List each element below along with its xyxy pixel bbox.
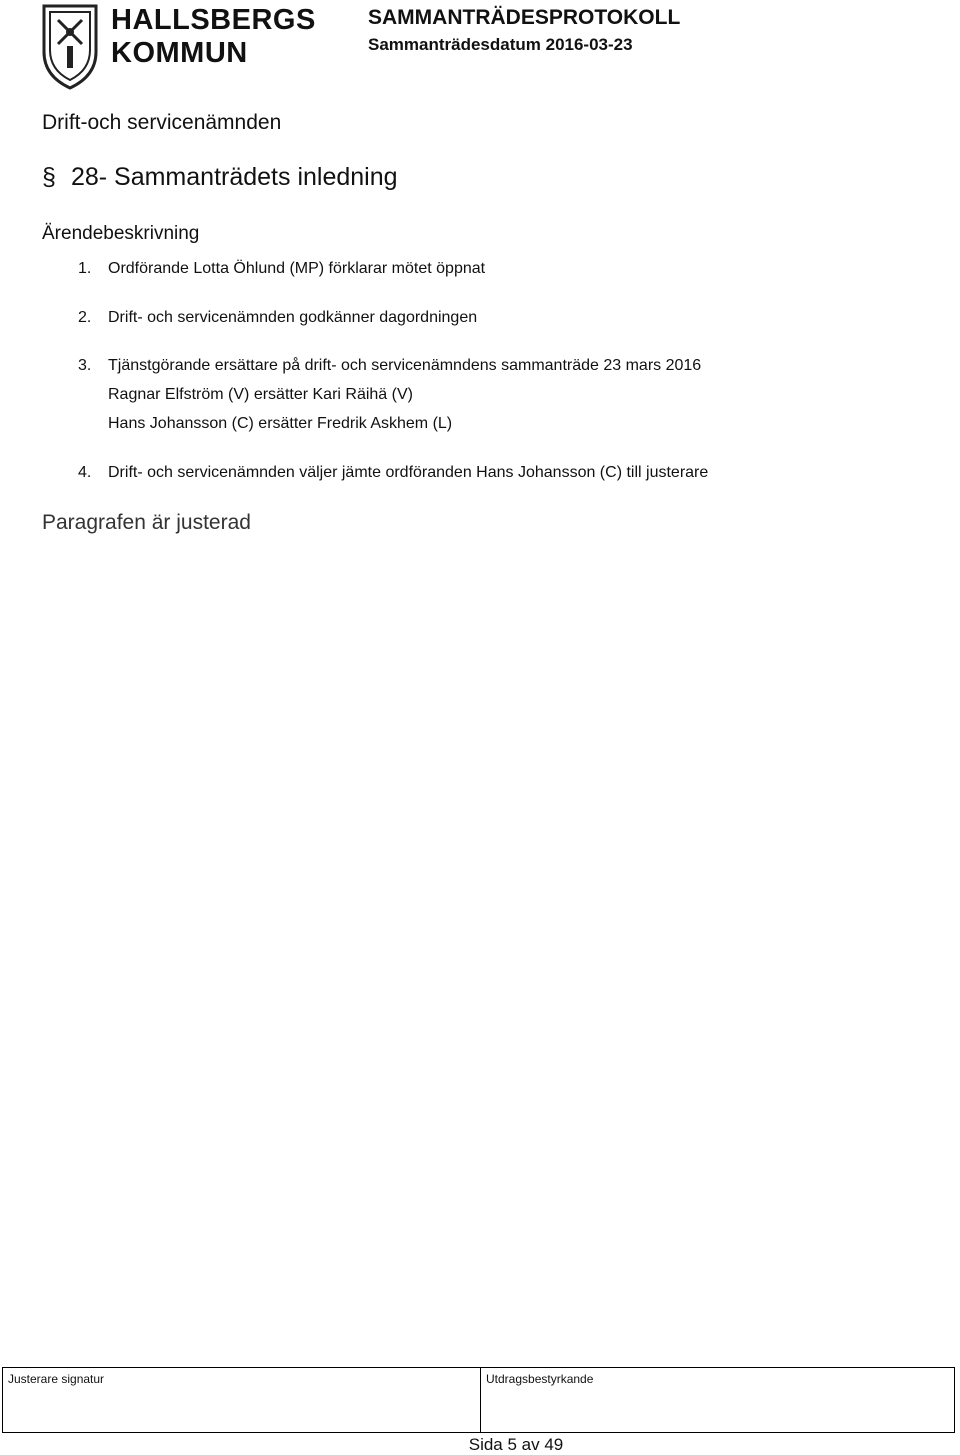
extract-cell: [481, 1368, 954, 1432]
list-item-number: 4.: [78, 464, 92, 481]
signature-cell: [3, 1368, 481, 1432]
list-item-text: Hans Johansson (C) ersätter Fredrik Askhem (L): [108, 415, 453, 432]
list-item-text: Drift- och servicenämnden godkänner dagordningen: [108, 309, 478, 326]
list-item-text: Ordförande Lotta Öhlund (MP) förklarar mötet öppnat: [108, 260, 486, 277]
municipality-crest-icon: [40, 2, 100, 90]
list-item-text: Ragnar Elfström (V) ersätter Kari Räihä (V): [108, 386, 413, 403]
section-symbol: §: [42, 163, 56, 191]
org-name-line1: HALLSBERGS: [111, 4, 316, 36]
list-item-number: 3.: [78, 357, 92, 374]
section-title: 28- Sammanträdets inledning: [70, 163, 398, 191]
org-name-line2: KOMMUN: [111, 37, 248, 69]
footer-signature-table: [2, 1367, 955, 1433]
section-heading: [42, 163, 398, 192]
meeting-date: Sammanträdesdatum 2016-03-23: [368, 35, 633, 54]
list-item-number: 2.: [78, 309, 92, 326]
subheading: Ärendebeskrivning: [42, 223, 200, 244]
page-number: Sida 5 av 49: [468, 1435, 564, 1454]
signature-label: Justerare signatur: [8, 1372, 105, 1386]
document-title: SAMMANTRÄDESPROTOKOLL: [368, 6, 681, 29]
list-item-text: Tjänstgörande ersättare på drift- och servicenämndens sammanträde 23 mars 2016: [108, 357, 702, 374]
extract-label: Utdragsbestyrkande: [486, 1372, 594, 1386]
closing-statement: Paragrafen är justerad: [42, 511, 251, 534]
committee-name: Drift-och servicenämnden: [42, 111, 282, 134]
list-item-number: 1.: [78, 260, 92, 277]
list-item-text: Drift- och servicenämnden väljer jämte ordföranden Hans Johansson (C) till justerare: [108, 464, 709, 481]
